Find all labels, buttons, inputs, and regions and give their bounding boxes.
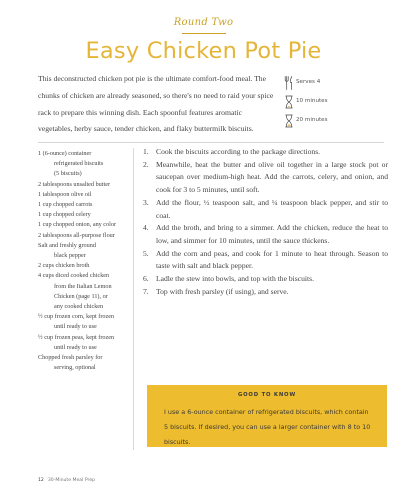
step-text: Ladle the stew into bowls, and top with the biscuits. [156,274,314,284]
ingredient-line: Chopped fresh parsley for [38,354,103,362]
ingredient-line: ½ cup frozen corn, kept frozen [38,313,115,321]
ingredient-line: 1 (6-ounce) container [38,150,92,157]
ingredient-line: (5 biscuits) [54,170,82,178]
ingredient-line: 1 cup chopped celery [38,211,91,219]
step-number: 4. [143,223,149,233]
meta-cook-time [284,114,384,128]
round-label-underline [182,33,226,34]
ingredient-line: black pepper [54,252,86,260]
tip-title: GOOD TO KNOW [237,392,297,398]
meta-servings-text: Serves 4 [296,79,321,85]
book-title: 30-Minute Meal Prep [47,478,96,483]
meta-cook-time-text: 20 minutes [296,117,328,123]
step-number: 3. [143,197,149,207]
ingredient-line: 2 cups chicken broth [38,262,90,270]
ingredients-list [38,149,130,373]
meta-servings [284,76,384,90]
fork-knife-icon [284,76,296,90]
step-text: Add the corn and peas, and cook for 1 minute to heat through. Season to taste with salt and black pepper. [156,248,388,271]
timer-icon [284,95,296,109]
step-text: Top with fresh parsley (if using), and serve. [156,286,289,296]
ingredient-line: from the Italian Lemon [54,282,112,290]
ingredient-line: serving, optional [54,364,96,372]
ingredient-line: Chicken (page 11), or [54,292,108,300]
step-number: 6. [143,274,149,284]
direction-step [143,159,388,197]
direction-step [143,146,388,159]
ingredient-line: ½ cup frozen peas, kept frozen [38,333,115,341]
directions-list [143,146,388,298]
page-number: 12 [38,478,44,483]
meta-prep-time-text: 10 minutes [296,98,328,104]
step-number: 5. [143,248,149,258]
direction-step [143,286,388,299]
step-text: Add the flour, ½ teaspoon salt, and ¼ teaspoon black pepper, and stir to coat. [156,197,388,220]
step-number: 1. [143,147,149,156]
direction-step [143,273,388,286]
intro-paragraph: This deconstructed chicken pot pie is the ultimate comfort-food meal. The chunks of chicken are already seasoned, so there's no need to raid your spice rack to prepare this winning dish. Each spoonful features aromatic vegetables, herby sauce, tender chicken, and flaky buttermilk biscuits. [38,74,274,134]
ingredient-line: refrigerated biscuits [54,160,104,168]
recipe-title: Easy Chicken Pot Pie [85,38,322,64]
ingredient-line: Salt and freshly ground [38,241,96,249]
direction-step [143,197,388,222]
direction-step [143,222,388,247]
tip-text: I use a 6-ounce container of refrigerated biscuits, which contain 5 biscuits. If desired, you can use a larger container with 8 to 10 biscuits. [164,408,371,446]
round-label: Round Two [173,17,234,28]
meta-prep-time [284,95,384,109]
step-text: Meanwhile, heat the butter and olive oil together in a large stock pot or saucepan over medium-high heat. Add the carrots, celery, and onion, and cook for 3 to 5 minutes, until soft. [156,159,388,195]
ingredient-line: until ready to use [54,343,97,351]
ingredient-line: 4 cups diced cooked chicken [38,272,110,280]
section-divider [38,142,384,143]
page-footer [38,478,95,483]
step-text: Add the broth, and bring to a simmer. Add the chicken, reduce the heat to low, and simmer for 10 minutes, until the sauce thickens. [156,223,388,245]
step-number: 7. [143,286,149,296]
column-divider [133,148,134,450]
step-number: 2. [143,159,149,169]
ingredient-line: 1 cup chopped onion, any color [38,221,117,229]
timer-icon [284,114,296,128]
ingredient-line: any cooked chicken [54,303,104,311]
ingredient-line: until ready to use [54,323,97,331]
direction-step [143,248,388,273]
ingredient-line: 2 tablespoons unsalted butter [38,180,111,188]
ingredient-line: 1 tablespoon olive oil [38,190,92,198]
step-text: Cook the biscuits according to the package directions. [156,147,321,156]
ingredient-line: 2 tablespoons all-purpose flour [38,231,115,239]
ingredient-line: 1 cup chopped carrots [38,201,93,209]
